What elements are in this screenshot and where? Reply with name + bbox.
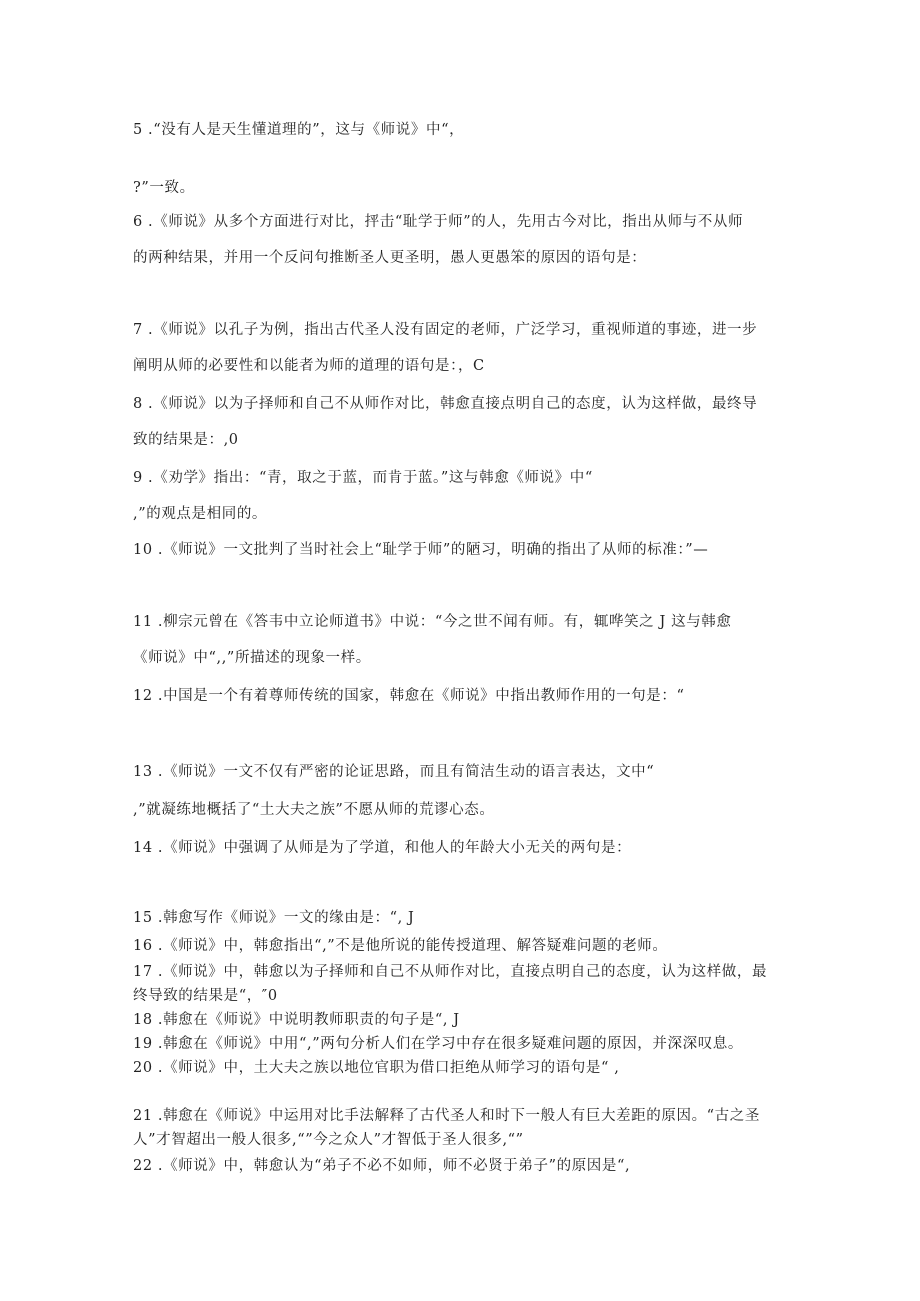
question-5-line-2: ?”一致。 [133, 180, 195, 196]
question-10-line-1: 10 .《师说》一文批判了当时社会上“耻学于师”的陋习，明确的指出了从师的标准：”— [133, 542, 709, 558]
question-6-line-2: 的两种结果，并用一个反问句推断圣人更圣明，愚人更愚笨的原因的语句是： [133, 250, 647, 266]
question-17-line-2: 终导致的结果是“，″0 [133, 988, 278, 1004]
question-15-line-1: 15 .韩愈写作《师说》一文的缘由是：“, J [133, 910, 415, 926]
question-13-line-2: ,”就凝练地概括了“土大夫之族”不愿从师的荒谬心态。 [133, 802, 495, 818]
question-7-line-1: 7 .《师说》以孔子为例，指出古代圣人没有固定的老师，广泛学习，重视师道的事迹，进一步 [133, 322, 758, 338]
question-6-line-1: 6 .《师说》从多个方面进行对比，抨击“耻学于师”的人，先用古今对比，指出从师与不从师 [133, 214, 744, 230]
question-13-line-1: 13 .《师说》一文不仅有严密的论证思路，而且有简洁生动的语言表达，文中“ [133, 764, 655, 780]
question-21-line-1: 21 .韩愈在《师说》中运用对比手法解释了古代圣人和时下一般人有巨大差距的原因。“古之圣 [133, 1108, 760, 1124]
question-21-line-2: 人”才智超出一般人很多,“”今之众人”才智低于圣人很多,“” [133, 1132, 524, 1148]
question-12-line-1: 12 .中国是一个有着尊师传统的国家，韩愈在《师说》中指出教师作用的一句是：“ [133, 688, 685, 704]
question-11-line-2: 《师说》中“,,”所描述的现象一样。 [133, 650, 371, 666]
question-22-line-1: 22 .《师说》中，韩愈认为“弟子不必不如师，师不必贤于弟子”的原因是“, [133, 1158, 631, 1174]
question-8-line-2: 致的结果是：,0 [133, 432, 239, 448]
question-9-line-2: ,”的观点是相同的。 [133, 506, 268, 522]
question-9-line-1: 9 .《劝学》指出：“青，取之于蓝，而肯于蓝。”这与韩愈《师说》中“ [133, 470, 593, 486]
question-16-line-1: 16 .《师说》中，韩愈指出“,”不是他所说的能传授道理、解答疑难问题的老师。 [133, 938, 668, 954]
question-11-line-1: 11 .柳宗元曾在《答韦中立论师道书》中说：“今之世不闻有师。有，辄哗笑之 J 这与韩愈 [133, 614, 732, 630]
question-20-line-1: 20 .《师说》中，土大夫之族以地位官职为借口拒绝从师学习的语句是“ , [133, 1060, 620, 1076]
question-5-line-1: 5 .“没有人是天生懂道理的”，这与《师说》中“， [133, 122, 465, 138]
question-18-line-1: 18 .韩愈在《师说》中说明教师职责的句子是“, J [133, 1012, 460, 1028]
question-14-line-1: 14 .《师说》中强调了从师是为了学道，和他人的年龄大小无关的两句是： [133, 840, 632, 856]
question-19-line-1: 19 .韩愈在《师说》中用“,”两句分析人们在学习中存在很多疑难问题的原因，并深深叹息。 [133, 1036, 743, 1052]
question-7-line-2: 阐明从师的必要性和以能者为师的道理的语句是：，C [133, 358, 485, 374]
question-8-line-1: 8 .《师说》以为子择师和自己不从师作对比，韩愈直接点明自己的态度，认为这样做，最终导 [133, 396, 758, 412]
question-17-line-1: 17 .《师说》中，韩愈以为子择师和自己不从师作对比，直接点明自己的态度，认为这样做，最 [133, 964, 768, 980]
